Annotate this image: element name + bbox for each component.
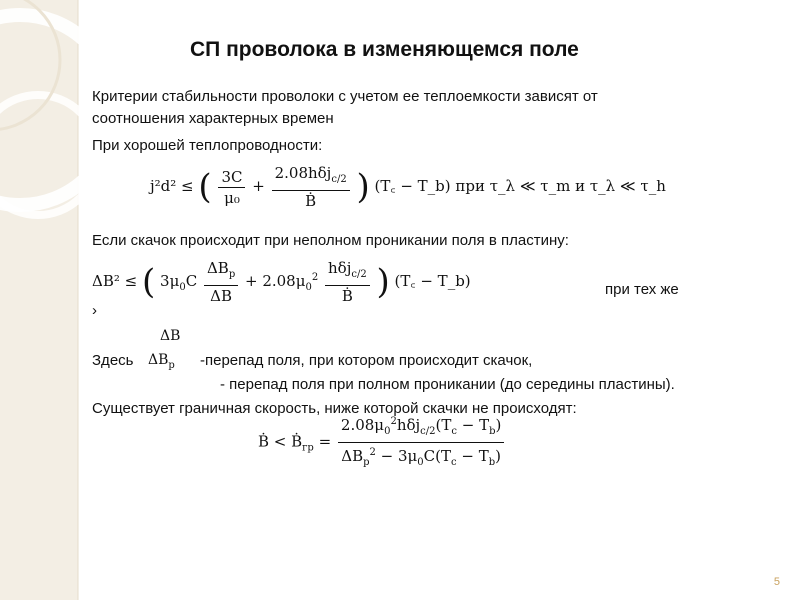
formula2-lhs: ΔB² ≤ — [92, 272, 138, 290]
text-criteria: Критерии стабильности проволоки с учетом ее теплоемкости зависят от — [92, 88, 598, 105]
formula1-num-b: 2.08hδj — [274, 164, 332, 182]
formula2-tail: (T꜀ − T_b) — [394, 272, 471, 290]
formula-partial-penetration: ΔB² ≤ ( $3\mu_0C$ $\frac{\Delta B_p}{\Delta B}$ + $2.08\mu_0^2$ $\frac{h\delta j_{c/2}}{\text{Ḃ}}$ ) (T꜀ − T_b) — [92, 259, 471, 305]
text-desc-full-penetration: - перепад поля при полном проникании (до середины пластины). — [220, 376, 675, 393]
formula-boundary-rate: Ḃ < Ḃ$_{гр}$ = $\frac{2.08\mu_0^2h\delta j_{c/2}(T_c - T_b)}{\Delta B_p^2 - 3\mu_0C(T_c - T_b)}$ — [258, 412, 506, 473]
formula3-lhs: Ḃ < Ḃ — [258, 432, 303, 451]
text-good-conductivity: При хорошей теплопроводности: — [92, 137, 323, 154]
formula1-num-a: 3C — [218, 167, 245, 188]
formula1-den-a: μ₀ — [224, 188, 240, 207]
formula1-lhs: j²d² ≤ — [150, 177, 194, 195]
page-number: 5 — [773, 576, 780, 588]
text-arrow: › — [92, 302, 97, 319]
formula1-den-b: Ḃ — [305, 192, 317, 210]
text-desc-jump: -перепад поля, при котором происходит скачок, — [200, 352, 533, 369]
text-boundary-rate: Существует граничная скорость, ниже которой скачки не происходят: — [92, 400, 577, 417]
text-times: соотношения характерных времен — [92, 110, 334, 127]
label-delta-b: ΔB — [160, 328, 181, 344]
formula-stability-criterion: j²d² ≤ ( $\frac{3C}{\text{μ₀}}$ + $\frac{2.08h\delta j_{c/2}}{\text{Ḃ}}$ ) (T꜀ − T_b) при τ_λ ≪ τ_m и τ_λ ≪ τ_h — [150, 164, 666, 210]
slide-title: СП проволока в изменяющемся поле — [190, 38, 579, 61]
text-partial-penetration: Если скачок происходит при неполном проникании поля в пластину: — [92, 232, 569, 249]
formula1-tail: (T꜀ − T_b) при τ_λ ≪ τ_m и τ_λ ≪ τ_h — [374, 177, 666, 195]
label-delta-bp: $\Delta B_p$ — [148, 352, 175, 371]
formula3-sub: гр — [302, 442, 314, 454]
left-decor-band — [0, 0, 78, 600]
text-zdes: Здесь — [92, 352, 134, 369]
label-delta-bp-text: ΔB — [148, 352, 169, 368]
text-same-conditions: при тех же — [605, 281, 679, 298]
